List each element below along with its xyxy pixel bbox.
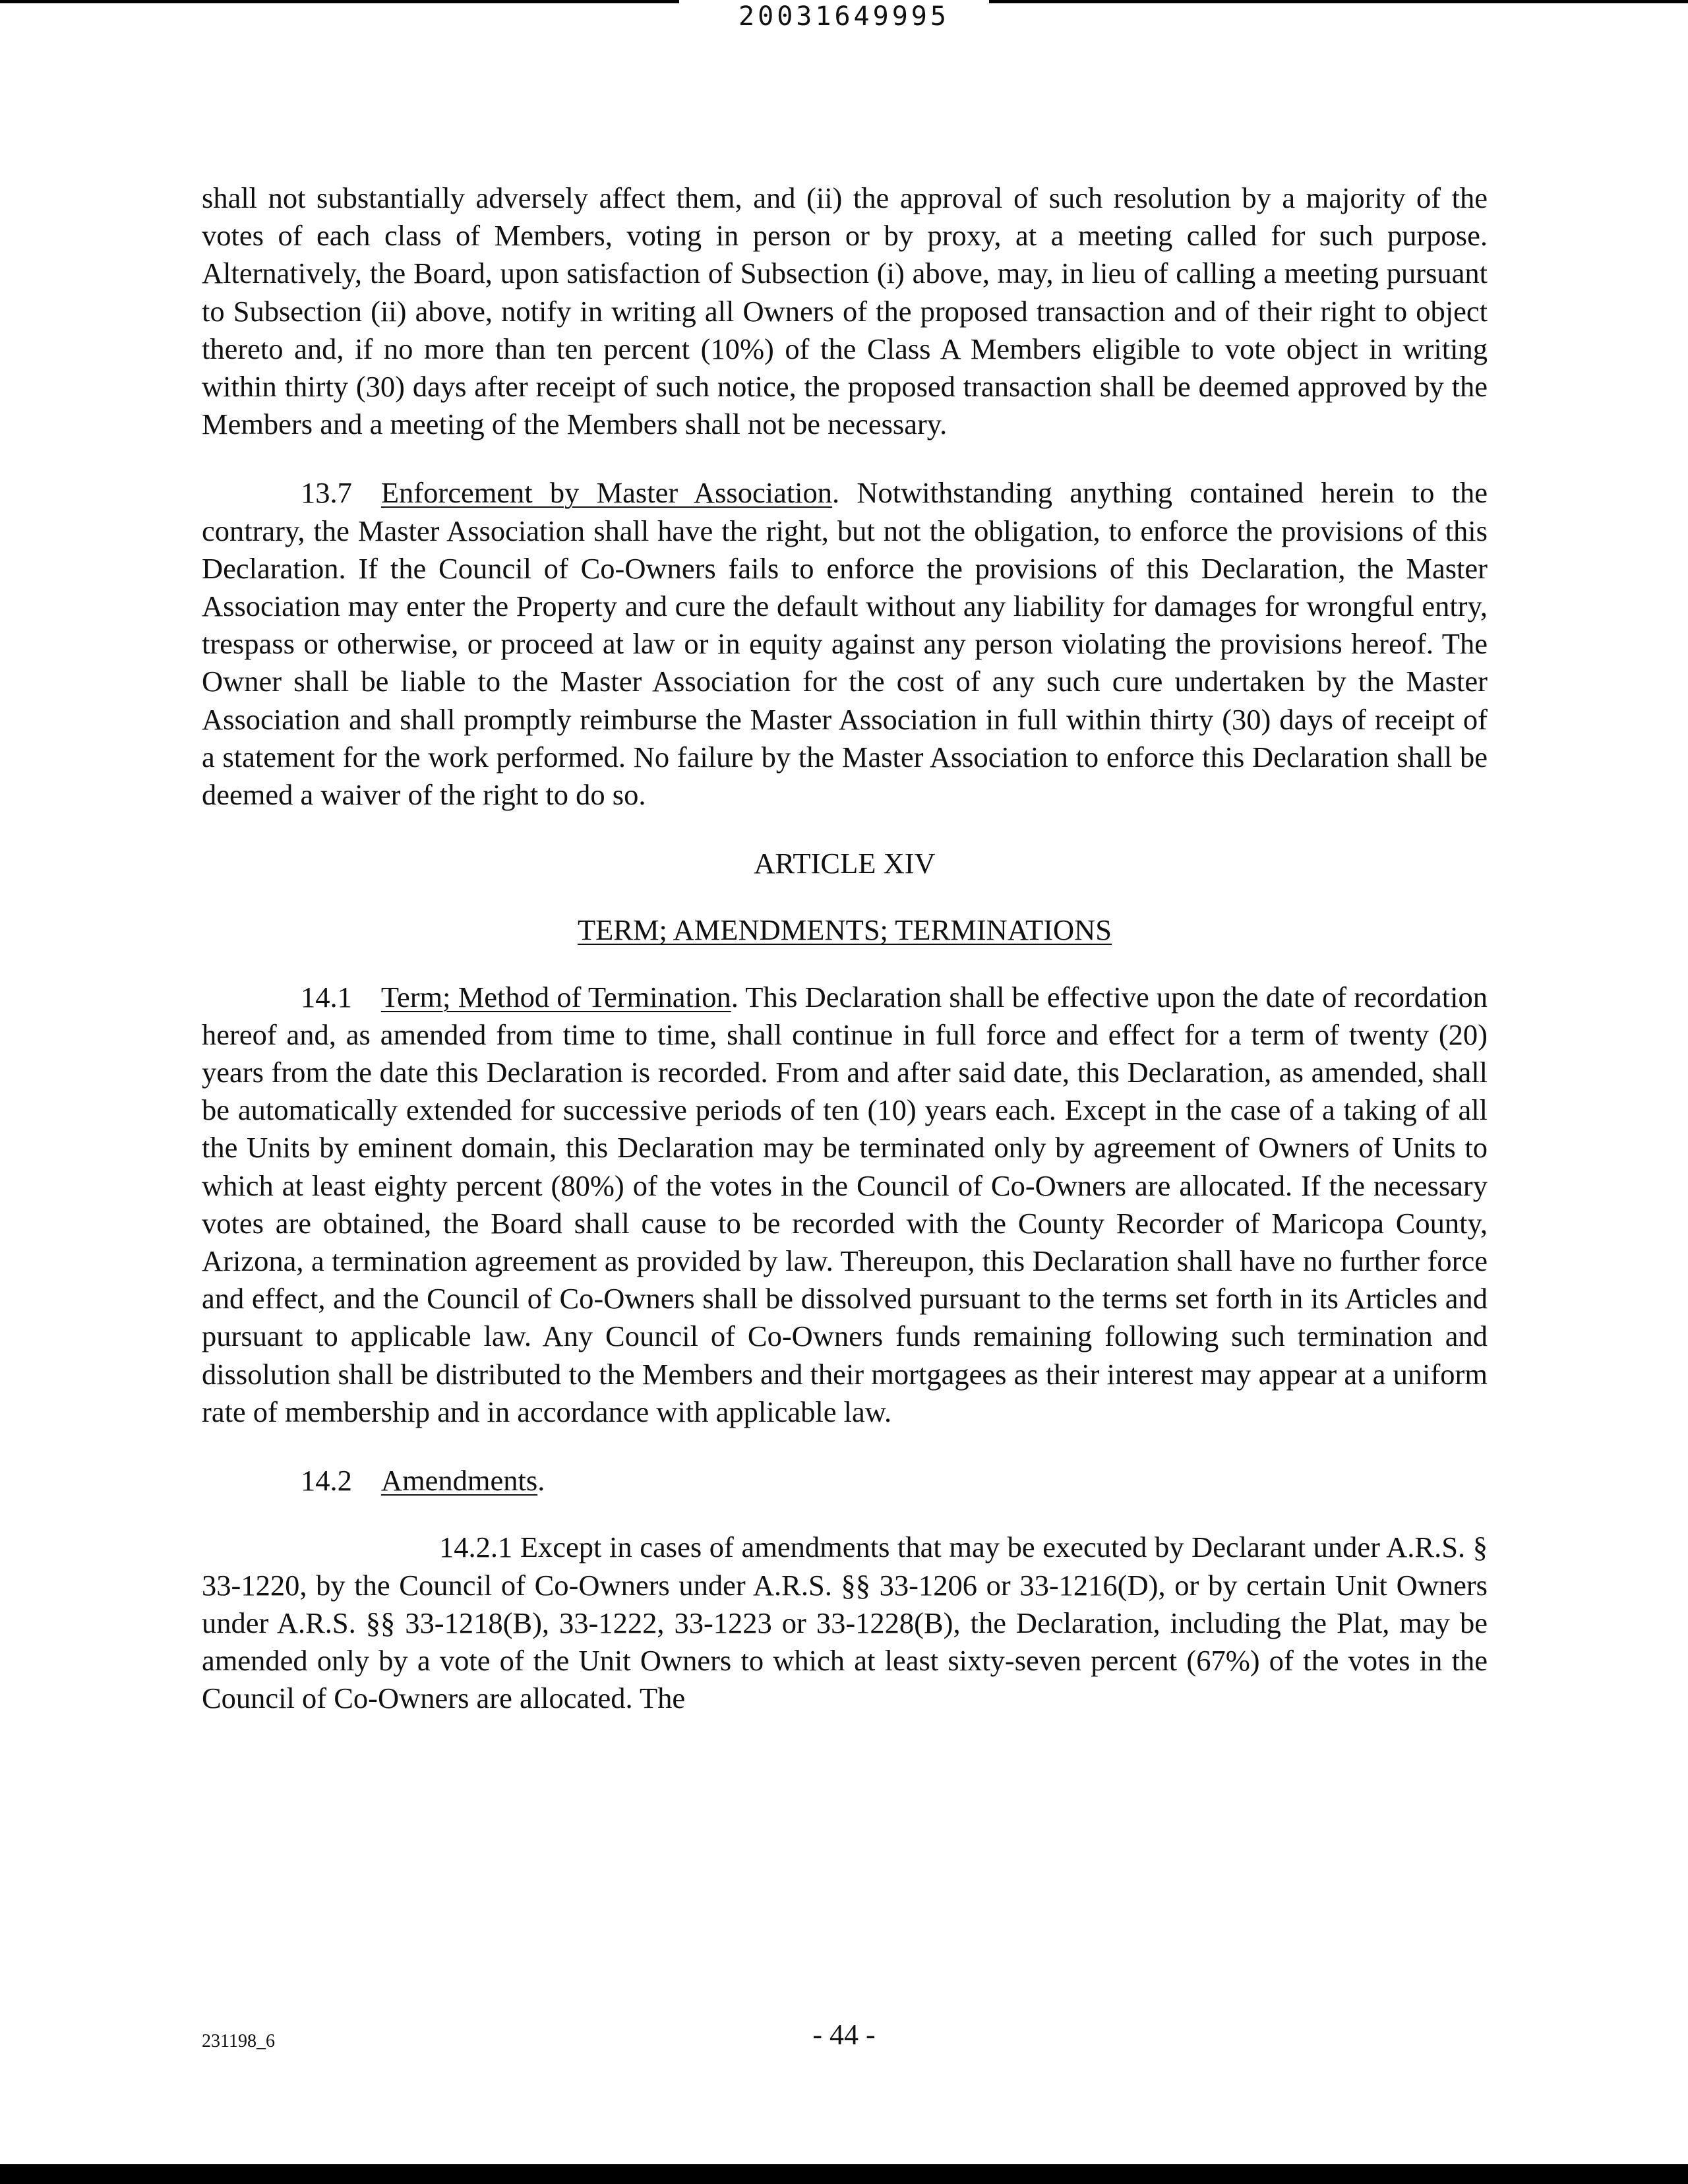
section-title: Amendments — [380, 1464, 538, 1498]
section-number: 13.7 — [301, 476, 352, 510]
section-14-2: 14.2 Amendments. — [301, 1464, 545, 1498]
recording-number: 20031649995 — [738, 1, 950, 32]
page-number: - 44 - — [812, 2018, 876, 2051]
section-title: Enforcement by Master Association — [380, 476, 833, 510]
bottom-scan-border — [0, 2164, 1688, 2184]
article-heading: ARTICLE XIV — [754, 847, 936, 880]
section-14-1 — [202, 979, 1488, 1431]
footer-document-id: 231198_6 — [202, 2031, 275, 2051]
section-14-2-1: 14.2.1 Except in cases of amendments that may be executed by Declarant under A.R.S. § 33-1220, by the Council of Co-Owners under A.R.S. §§ 33-1206 or 33-1216(D), or by certain Unit Owners under A.R.S. §§ 33-1218(B), 33-1222, 33-1223 or 33-1228(B), the Declaration, including the Plat, may be amended only by a vote of the Unit Owners to which at least sixty-seven percent (67%) of the votes in the Council of Co-Owners are allocated. The — [202, 1531, 1488, 1715]
section-13-7 — [202, 474, 1488, 814]
document-body — [202, 179, 1488, 1748]
paragraph-continuation: shall not substantially adversely affect them, and (ii) the approval of such resolution by a majority of the votes of each class of Members, voting in person or by proxy, at a meeting called for such purpose. Alternatively, the Board, upon satisfaction of Subsection (i) above, may, in lieu of calling a meeting pursuant to Subsection (ii) above, notify in writing all Owners of the proposed transaction and of their right to object thereto and, if no more than ten percent (10%) of the Class A Members eligible to vote object in writing within thirty (30) days after receipt of such notice, the proposed transaction shall be deemed approved by the Members and a meeting of the Members shall not be necessary. — [202, 181, 1488, 441]
article-title: TERM; AMENDMENTS; TERMINATIONS — [577, 913, 1112, 947]
section-number: 14.1 — [301, 980, 352, 1014]
section-text: . This Declaration shall be effective upon the date of recordation hereof and, as amended from time to time, shall continue in full force and effect for a term of twenty (20) years from the date this Declaration is recorded. From and after said date, this Declaration, as amended, shall be automatically extended for successive periods of ten (10) years each. Except in the case of a taking of all the Units by eminent domain, this Declaration may be terminated only by agreement of Owners of Units to which at least eighty percent (80%) of the votes in the Council of Co-Owners are allocated. If the necessary votes are obtained, the Board shall cause to be recorded with the County Recorder of Maricopa County, Arizona, a termination agreement as provided by law. Thereupon, this Declaration shall have no further force and effect, and the Council of Co-Owners shall be dissolved pursuant to the terms set forth in its Articles and pursuant to applicable law. Any Council of Co-Owners funds remaining following such termination and dissolution shall be distributed to the Members and their mortgagees as their interest may appear at a uniform rate of membership and in accordance with applicable law. — [202, 980, 1488, 1428]
section-text: . Notwithstanding anything contained herein to the contrary, the Master Association shall have the right, but not the obligation, to enforce the provisions of this Declaration. If the Council of Co-Owners fails to enforce the provisions of this Declaration, the Master Association may enter the Property and cure the default without any liability for damages for wrongful entry, trespass or otherwise, or proceed at law or in equity against any person violating the provisions hereof. The Owner shall be liable to the Master Association for the cost of any such cure undertaken by the Master Association and shall promptly reimburse the Master Association in full within thirty (30) days of receipt of a statement for the work performed. No failure by the Master Association to enforce this Declaration shall be deemed a waiver of the right to do so. — [202, 476, 1488, 812]
section-number: 14.2 — [301, 1464, 352, 1498]
section-title: Term; Method of Termination — [380, 980, 731, 1014]
